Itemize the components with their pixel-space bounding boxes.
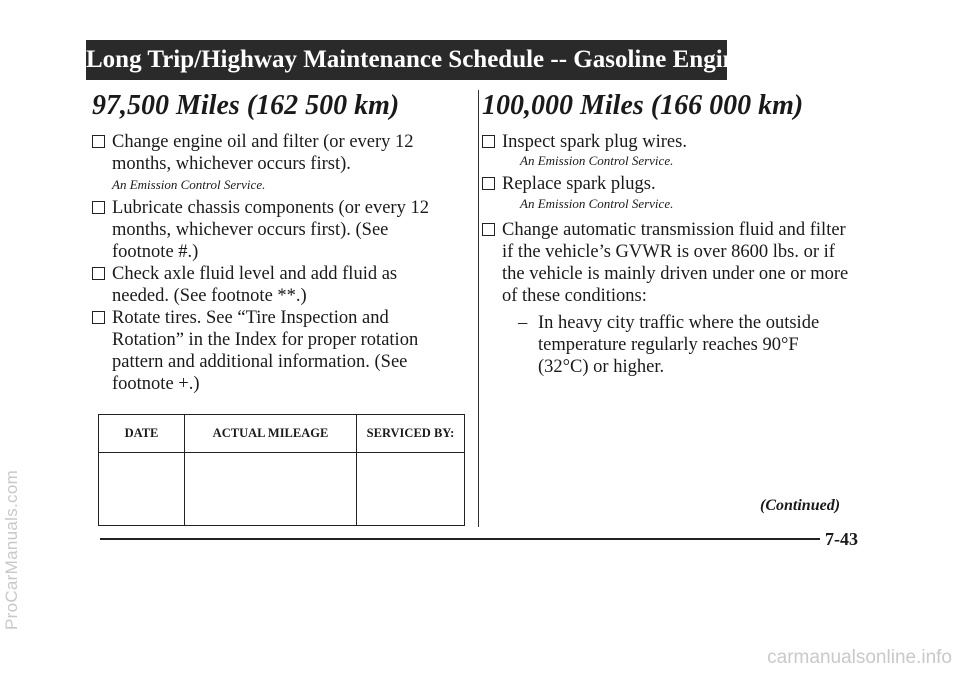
footer-watermark-url: carmanualsonline.info xyxy=(767,647,952,668)
right-item-plug-wires-note: An Emission Control Service. xyxy=(520,153,674,168)
continued-label: (Continued) xyxy=(760,497,841,514)
right-mileage-heading: 100,000 Miles (166 000 km) xyxy=(482,90,804,121)
left-item-tires-text: Rotate tires. See “Tire Inspection and Rotation” in the Index for proper rotation pattern and additional information. (See footnote +.) xyxy=(112,308,419,394)
right-item-spark-plugs-text: Replace spark plugs. xyxy=(502,174,656,194)
table-cell-date[interactable] xyxy=(99,453,185,526)
right-item-spark-plugs xyxy=(482,173,862,195)
checkbox-icon xyxy=(92,311,105,324)
table-header-mileage: ACTUAL MILEAGE xyxy=(185,415,357,453)
table-cell-mileage[interactable] xyxy=(185,453,357,526)
left-item-axle-text: Check axle fluid level and add fluid as needed. (See footnote **.) xyxy=(112,264,398,306)
table-cell-serviced-by[interactable] xyxy=(357,453,465,526)
left-item-oil-text: Change engine oil and filter (or every 12 months, whichever occurs first). xyxy=(112,132,414,174)
section-banner: Long Trip/Highway Maintenance Schedule -- Gasoline Engines xyxy=(86,40,727,80)
checkbox-icon xyxy=(92,267,105,280)
table-header-row xyxy=(99,415,465,453)
left-item-axle xyxy=(92,263,452,307)
footer-rule xyxy=(100,538,820,540)
left-item-oil xyxy=(92,131,452,175)
right-item-plug-wires-text: Inspect spark plug wires. xyxy=(502,132,687,152)
table-row xyxy=(99,453,465,526)
service-log-table xyxy=(98,414,465,526)
left-item-oil-note: An Emission Control Service. xyxy=(112,177,266,192)
side-watermark: ProCarManuals.com xyxy=(2,469,21,630)
right-item-plug-wires xyxy=(482,131,862,153)
right-item-transmission xyxy=(482,219,857,307)
left-item-lubricate-text: Lubricate chassis components (or every 12 months, whichever occurs first). (See footnote #.) xyxy=(112,198,429,262)
column-divider xyxy=(478,90,479,527)
page-number: 7-43 xyxy=(825,529,858,549)
checkbox-icon xyxy=(92,135,105,148)
checkbox-icon xyxy=(482,177,495,190)
right-item-spark-plugs-note: An Emission Control Service. xyxy=(520,196,674,211)
table-header-date: DATE xyxy=(99,415,185,453)
left-item-tires xyxy=(92,307,454,395)
checkbox-icon xyxy=(482,135,495,148)
dash-bullet: – xyxy=(518,313,528,333)
checkbox-icon xyxy=(482,223,495,236)
checkbox-icon xyxy=(92,201,105,214)
table-header-serviced-by: SERVICED BY: xyxy=(357,415,465,453)
right-item-transmission-text: Change automatic transmission fluid and filter if the vehicle’s GVWR is over 8600 lbs. or if the vehicle is mainly driven under one or more of these conditions: xyxy=(502,220,849,306)
left-mileage-heading: 97,500 Miles (162 500 km) xyxy=(92,90,400,121)
left-item-lubricate xyxy=(92,197,452,263)
right-subitem-heat xyxy=(518,312,848,378)
right-subitem-heat-text: In heavy city traffic where the outside temperature regularly reaches 90°F (32°C) or higher. xyxy=(538,313,820,377)
